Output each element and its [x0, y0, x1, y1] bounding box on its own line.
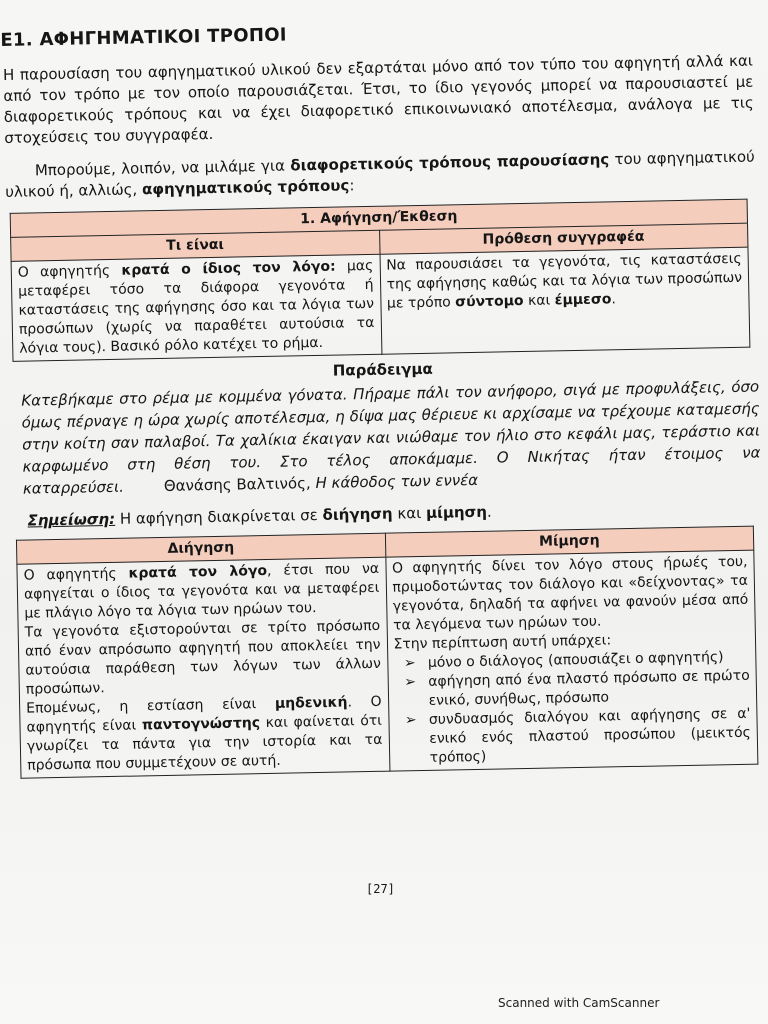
narration-table-title: 1. Αφήγηση/Έκθεση [10, 199, 747, 237]
modes-paragraph: Μπορούμε, λοιπόν, να μιλάμε για διαφορετικούς τρόπους παρουσίασης του αφηγηματικού υλικού ή, αλλιώς, αφηγηματικούς τρόπους: [5, 147, 755, 201]
page-content [0, 8, 766, 779]
diegesis-mimesis-table [16, 526, 758, 779]
mimesis-cell: Ο αφηγητής δίνει τον λόγο στους ήρωές του, πριμοδοτώντας τον διάλογο και «δείχνοντας» τα γεγονότα, δηλαδή τα αφήνει να φανούν μέσα από τα λεγόμενα των ηρώων του. Στην περίπτωση αυτή υπάρχει: ➢ μόνο ο διάλογος (απουσιάζει ο αφηγητής) ➢ αφήγηση από ένα πλαστό πρόσωπο σε πρώτο ενικό, συνήθως, πρόσωπο ➢ συνδυασμός διαλόγου και αφήγησης σε α' ενικό ενός πλαστού προσώπου (μεικτός τρόπος) [385, 550, 758, 771]
example-quote: Κατεβήκαμε στο ρέμα με κομμένα γόνατα. Πήραμε πάλι τον ανήφορο, σιγά με προφυλάξεις, όσο όμως πέρναγε η ώρα χωρίς αποτέλεσμα, η δίψα μας θέριευε κι αρχίσαμε να τρέχουμε καταμεσής στην κοίτη σαν παλαβοί. Τα χαλίκια έκαιγαν και νιώθαμε τον ήλιο στο κεφάλι μας, τεράστιο και καρφωμένο στη θέση του. Στο τέλος αποκάμαμε. Ο Νικήτας ήταν έτοιμος να καταρρεύσει. Θανάσης Βαλτινός, Η κάθοδος των εννέα [21, 377, 761, 498]
arrow-bullet-icon: ➢ [403, 655, 416, 672]
arrow-bullet-icon: ➢ [404, 712, 417, 729]
list-item: ➢ αφήγηση από ένα πλαστό πρόσωπο σε πρώτο ενικό, συνήθως, πρόσωπο [404, 667, 750, 709]
column-header-mimesis: Μίμηση [385, 526, 754, 557]
example-heading: Παράδειγμα [332, 359, 433, 380]
list-item: ➢ μόνο ο διάλογος (απουσιάζει ο αφηγητής) [403, 649, 724, 672]
column-header-diegesis: Διήγηση [16, 533, 385, 564]
example-book-title: Η κάθοδος των εννέα [315, 470, 479, 493]
diegesis-cell: Ο αφηγητής κρατά τον λόγο, έτσι που να αφηγείται ο ίδιος τα γεγονότα και να μεταφέρει με πλάγιο λόγο τα λόγια των ηρώων του. Τα γεγονότα εξιστορούνται σε τρίτο πρόσωπο από έναν απρόσωπο αφηγητή που αποκλείει την αυτούσια παράθεση των λόγων των άλλων προσώπων. Επομένως, η εστίαση είναι μηδενική. Ο αφηγητής είναι παντογνώστης και φαίνεται ότι γνωρίζει τα πάντα για την ιστορία και τα πρόσωπα που συμμετέχουν σε αυτή. [17, 557, 390, 778]
arrow-bullet-icon: ➢ [404, 674, 417, 691]
note-label: Σημείωση: [27, 509, 116, 530]
note-line: Σημείωση: Η αφήγηση διακρίνεται σε διήγηση και μίμηση. [27, 502, 492, 530]
column-header-author-intent: Πρόθεση συγγραφέα [379, 223, 748, 254]
page-number: [27] [366, 882, 395, 896]
scanner-watermark: Scanned with CamScanner [498, 996, 660, 1010]
list-item: ➢ συνδυασμός διαλόγου και αφήγησης σε α' ενικό ενός πλαστού προσώπου (μεικτός τρόπος) [404, 705, 751, 766]
narration-table [10, 199, 751, 362]
example-author: Θανάσης Βαλτινός, [163, 474, 311, 495]
section-title: Ε1. ΑΦΗΓΗΜΑΤΙΚΟΙ ΤΡΟΠΟΙ [0, 24, 288, 51]
narration-definition-cell: Ο αφηγητής κρατά ο ίδιος τον λόγο: μας μεταφέρει τόσο τα διάφορα γεγονότα ή καταστάσεις της αφήγησης όσο και τα λόγια των προσώπων (χωρίς να παραθέτει αυτούσια τα λόγια τους). Βασικό ρόλο κατέχει το ρήμα. [11, 254, 381, 361]
intro-paragraph: Η παρουσίαση του αφηγηματικού υλικού δεν εξαρτάται μόνο από τον τύπο του αφηγητή αλλά και από τον τρόπο με τον οποίο παρουσιάζεται. Έτσι, το ίδιο γεγονός μπορεί να παρουσιαστεί με διαφορετικούς τρόπους και να έχει διαφορετικό επικοινωνιακό αποτέλεσμα, ανάλογα με τις στοχεύσεις του συγγραφέα. [2, 51, 754, 147]
narration-intent-cell: Να παρουσιάσει τα γεγονότα, τις καταστάσεις της αφήγησης καθώς και τα λόγια των προσώπων με τρόπο σύντομο και έμμεσο. [380, 247, 750, 354]
column-header-what-it-is: Τι είναι [11, 230, 380, 261]
mimesis-list [394, 648, 752, 769]
